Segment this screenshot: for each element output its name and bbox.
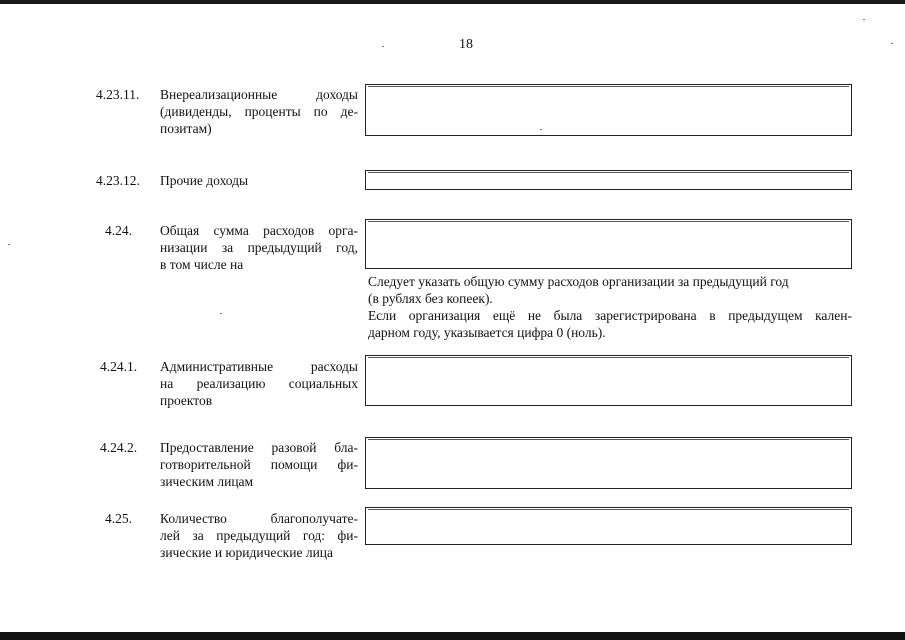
item-number-4-24-2: 4.24.2.: [100, 440, 138, 455]
input-field-4-24-2[interactable]: [365, 437, 852, 489]
hint-line: Следует указать общую сумму расходов организации за предыдущий год: [368, 274, 789, 289]
label-line: Количество благополучате-: [160, 511, 358, 526]
top-border: [0, 0, 905, 4]
label-line: Прочие доходы: [160, 173, 249, 188]
label-line: позитам): [160, 121, 212, 136]
label-line: (дивиденды, проценты по де-: [160, 104, 358, 119]
scan-speck: [863, 19, 865, 20]
label-line: Внереализационные доходы: [160, 87, 358, 102]
label-line: Общая сумма расходов орга-: [160, 223, 358, 238]
label-line: готворительной помощи фи-: [160, 457, 358, 472]
scan-speck: [382, 46, 384, 47]
input-field-4-24-1[interactable]: [365, 355, 852, 406]
label-line: Предоставление разовой бла-: [160, 440, 358, 455]
page-number: 18: [459, 37, 473, 52]
item-label-4-23-12: [160, 172, 358, 189]
label-line: зические и юридические лица: [160, 545, 334, 560]
scan-speck: [540, 129, 542, 130]
hint-line: дарном году, указывается цифра 0 (ноль).: [368, 325, 606, 340]
scan-speck: [220, 313, 222, 314]
label-line: в том числе на: [160, 257, 244, 272]
field-hint-4-24: [368, 273, 852, 341]
item-label-4-25: [160, 510, 358, 561]
hint-line: (в рублях без копеек).: [368, 291, 493, 306]
input-field-4-23-12[interactable]: [365, 170, 852, 190]
scan-speck: [891, 43, 893, 44]
label-line: лей за предыдущий год: фи-: [160, 528, 358, 543]
item-label-4-24-1: [160, 358, 358, 409]
item-number-4-25: 4.25.: [105, 511, 132, 526]
item-number-4-23-12: 4.23.12.: [96, 173, 140, 188]
label-line: низации за предыдущий год,: [160, 240, 358, 255]
item-number-4-24: 4.24.: [105, 223, 132, 238]
item-label-4-23-11: [160, 86, 358, 137]
item-label-4-24-2: [160, 439, 358, 490]
label-line: на реализацию социальных: [160, 376, 358, 391]
item-label-4-24: [160, 222, 358, 273]
input-field-4-23-11[interactable]: [365, 84, 852, 136]
bottom-border: [0, 632, 905, 640]
item-number-4-23-11: 4.23.11.: [96, 87, 140, 102]
input-field-4-24[interactable]: [365, 219, 852, 269]
input-field-4-25[interactable]: [365, 507, 852, 545]
hint-line: Если организация ещё не была зарегистрирована в предыдущем кален-: [368, 308, 852, 323]
scan-speck: [8, 244, 10, 245]
label-line: проектов: [160, 393, 213, 408]
item-number-4-24-1: 4.24.1.: [100, 359, 138, 374]
label-line: зическим лицам: [160, 474, 254, 489]
label-line: Административные расходы: [160, 359, 358, 374]
